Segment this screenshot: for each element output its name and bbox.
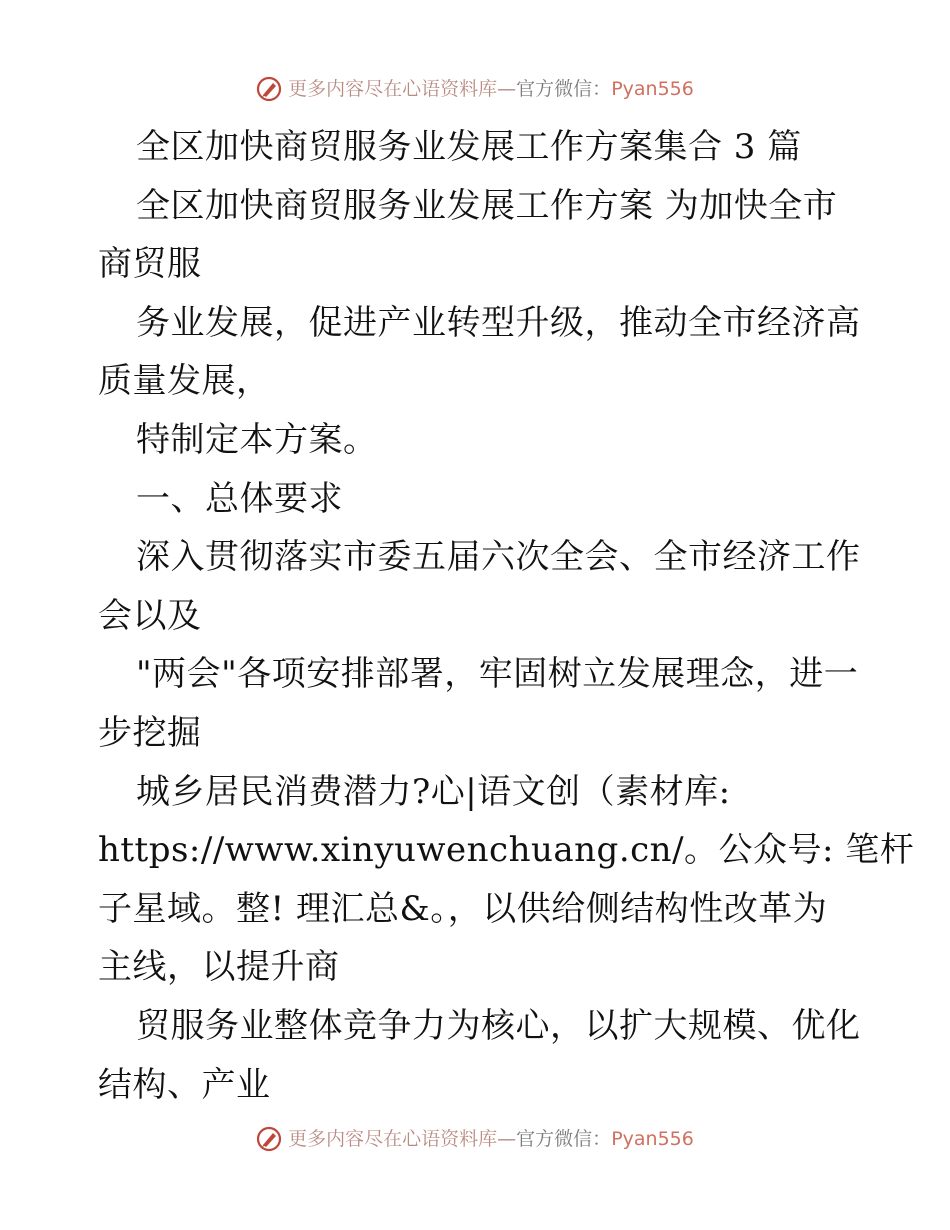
watermark-text: 更多内容尽在心语资料库 <box>288 1128 498 1150</box>
paragraph-line: 贸服务业整体竞争力为核心，以扩大规模、优化 <box>136 1005 861 1046</box>
paragraph-line: 特制定本方案。 <box>136 419 378 460</box>
paragraph-line: "两会"各项安排部署，牢固树立发展理念，进一 <box>136 654 859 695</box>
header-watermark <box>0 74 950 102</box>
watermark-wechat-label: 官方微信： <box>516 78 612 100</box>
document-body <box>98 118 915 1114</box>
paragraph-line: 商贸服 <box>98 244 202 285</box>
paragraph-line: 子星域。整! 理汇总&。，以供给侧结构性改革为 <box>98 888 828 929</box>
watermark-separator: — <box>497 78 517 100</box>
pen-logo-icon <box>256 76 282 102</box>
paragraph-line: 务业发展，促进产业转型升级，推动全市经济高 <box>136 302 861 343</box>
paragraph-line: 质量发展， <box>98 361 271 402</box>
watermark-separator: — <box>497 1128 517 1150</box>
section-heading: 一、总体要求 <box>136 478 343 519</box>
paragraph-line: 结构、产业 <box>98 1064 271 1105</box>
paragraph-line: 会以及 <box>98 595 202 636</box>
document-title: 全区加快商贸服务业发展工作方案集合 3 篇 <box>136 127 802 167</box>
paragraph-line: 城乡居民消费潜力?心|语文创（素材库: <box>136 771 731 812</box>
watermark-text: 更多内容尽在心语资料库 <box>288 78 498 100</box>
watermark-wechat-label: 官方微信： <box>516 1128 612 1150</box>
paragraph-line: 主线，以提升商 <box>98 947 340 988</box>
pen-logo-icon <box>256 1126 282 1152</box>
paragraph-line: https://www.xinyuwenchuang.cn/。公众号: 笔杆 <box>98 830 915 871</box>
footer-watermark <box>0 1124 950 1152</box>
watermark-wechat-id: Pyan556 <box>611 78 694 100</box>
paragraph-line: 全区加快商贸服务业发展工作方案 为加快全市 <box>136 185 838 226</box>
paragraph-line: 步挖掘 <box>98 712 202 753</box>
paragraph-line: 深入贯彻落实市委五届六次全会、全市经济工作 <box>136 537 861 578</box>
watermark-wechat-id: Pyan556 <box>611 1128 694 1150</box>
